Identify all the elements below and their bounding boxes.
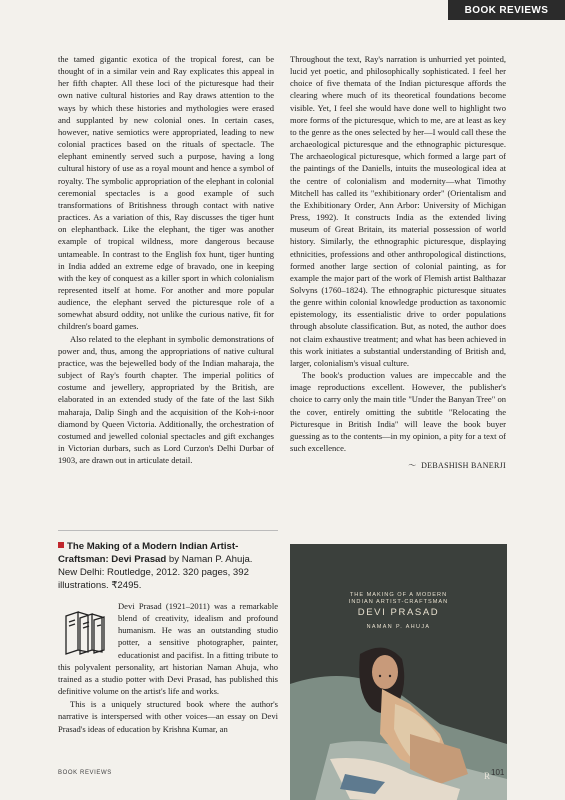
red-square-icon [58,542,64,548]
book-entry-header [58,540,278,592]
cover-author: NAMAN P. AHUJA [366,624,431,630]
section-divider [58,530,278,531]
section-tab-label: BOOK REVIEWS [464,4,549,16]
left-paragraph-2: Also related to the elephant in symbolic demonstrations of power and, thus, among the appropriations of native cultural practice, was the bejewelled body of the Indian maharaja, the subject of Ray's fourth chapter. The imperial politics of costume and jewellery, appropriated by the British, are elaborated in an extended study of the fate of the last Sikh maharaja, Dalip Singh and the acquisition of the Koh-i-noor diamond by Queen Victoria. Additionally, the orchestration of costumed and jewelled colonial spectacles and gift exchanges in Victorian durbars, such as Lord Curzon's Delhi Durbar of 1903, are drawn out in articulate detail. [58,333,274,466]
section-tab [448,0,565,20]
book-publication: New Delhi: Routledge, 2012. 320 pages, 392 illustrations. ₹2495. [58,567,249,591]
left-column [58,53,274,466]
cover-title-line-1: THE MAKING OF A MODERN [349,592,448,598]
right-paragraph-1: Throughout the text, Ray's narration is unhurried yet pointed, lucid yet poetic, and philosophically sophisticated. I feel her choice of five themata of the Indian picturesque affords the clearing where much of its theoretical foundations become visible. Yet, I feel she would have done well to highlight two more forms of the picturesque, which to me, are at least as key to the genre as the ones selected by her—I would call these the archaeological picturesque and the ethnographic picturesque. The archaeological picturesque, which formed a large part of the paintings of the Daniells, intuits the museological idea at the centre of colonialism and modernity—what Timothy Mitchell has called its "exhibitionary order" (Orientalism and the Exhibitionary Order, Ann Arbor: University of Michigan Press, 1992). It constructs India as the extended living museum of Great Britain, its material possession of world history. Similarly, the ethnographic picturesque, displaying ethnicities, professions and other anthropological distinctions, formed another large section of colonial painting, as for example the major part of the work of Flemish artist Balthazar Solvyns (1760–1824). The ethnographic picturesque situates the genre within colonial knowledge production as taxonomic epistemology, its essentialistic drive to order populations through absolute classification. But, as noted, the author does not claim exhaustive treatment; and what has been achieved in this work initiates a substantial understanding of British and, larger, colonialism's visual culture. [290,54,506,368]
reviewer-name: DEBASHISH BANERJI [421,461,506,471]
page-number: 101 [491,768,505,777]
signoff-flourish-icon: 〜 [407,461,416,471]
book-paragraph-1: Devi Prasad (1921–2011) was a remarkable blend of creativity, idealism and profound humanism. He was an outstanding studio potter, a sensitive photographer, painter, educationist and pacifist. In a fitting tribute to this polyvalent personality, art historian Naman Ahuja, who trained as a studio potter with Devi Prasad, has published this definitive volume on the artist's life and works. [58,601,278,697]
right-column [290,53,506,472]
right-paragraph-2: The book's production values are impeccable and the image reproductions excellent. However, the publisher's choice to carry only the main title "Under the Banyan Tree" on the cover, entirely omitting the subtitle "Relocating the Picturesque in British India" will leave the book buyer guessing as to the contents—in my opinion, a pity for a text of such excellence. [290,370,506,453]
book-cover-image [290,544,507,800]
cover-title-block [290,592,507,630]
books-icon [58,602,112,656]
book-paragraph-2: This is a uniquely structured book where the author's narrative is interspersed with other voices—an essay on Devi Prasad's ideas of education by Krishna Kumar, an [58,699,278,734]
left-paragraph-1: the tamed gigantic exotica of the tropical forest, can be thought of in a similar vein and Ray explicates this appeal in her fifth chapter. All these loci of the picturesque had their own native cultural histories and Ray draws attention to the ways by which these histories and mythologies were erased and supplanted by new colonial ones. In certain cases, however, native semiotics were appropriated, leading to new colonial practices based on the rituals of spectacle. The elephant eminently served such a purpose, having a long cultural history of use as a royal mount and hence a symbol of royalty. The symbolic appropriation of the elephant in colonial ceremonial spectacles is a good example of such transformations of Britishness through contact with native practices. As a variation of this, Ray discusses the tiger hunt on elephantback. Like the elephant, the tiger was another example of tropical wildness, more dangerous because untameable. In contrast to the English fox hunt, tiger hunting in India added an extreme edge of bravado, one in keeping with the key of conquest as a killer sport in which colonialism represented itself at home. For another and more popular audience, the elephant served the picturesque role of a somewhat absurd oddity, not unlike the curious native, fit for children's board games. [58,54,274,332]
cover-painting [290,544,507,800]
book-entry-body [58,600,278,735]
book-title: The Making of a Modern Indian Artist-Craftsman: Devi Prasad [58,541,239,565]
footer-section-label: BOOK REVIEWS [58,770,112,776]
book-author: by Naman P. Ahuja. [168,554,253,565]
publisher-logo: R [484,771,491,781]
reviewer-signoff [290,460,506,472]
cover-artist-name: DEVI PRASAD [357,607,440,618]
cover-title-line-2: INDIAN ARTIST-CRAFTSMAN [348,599,449,605]
